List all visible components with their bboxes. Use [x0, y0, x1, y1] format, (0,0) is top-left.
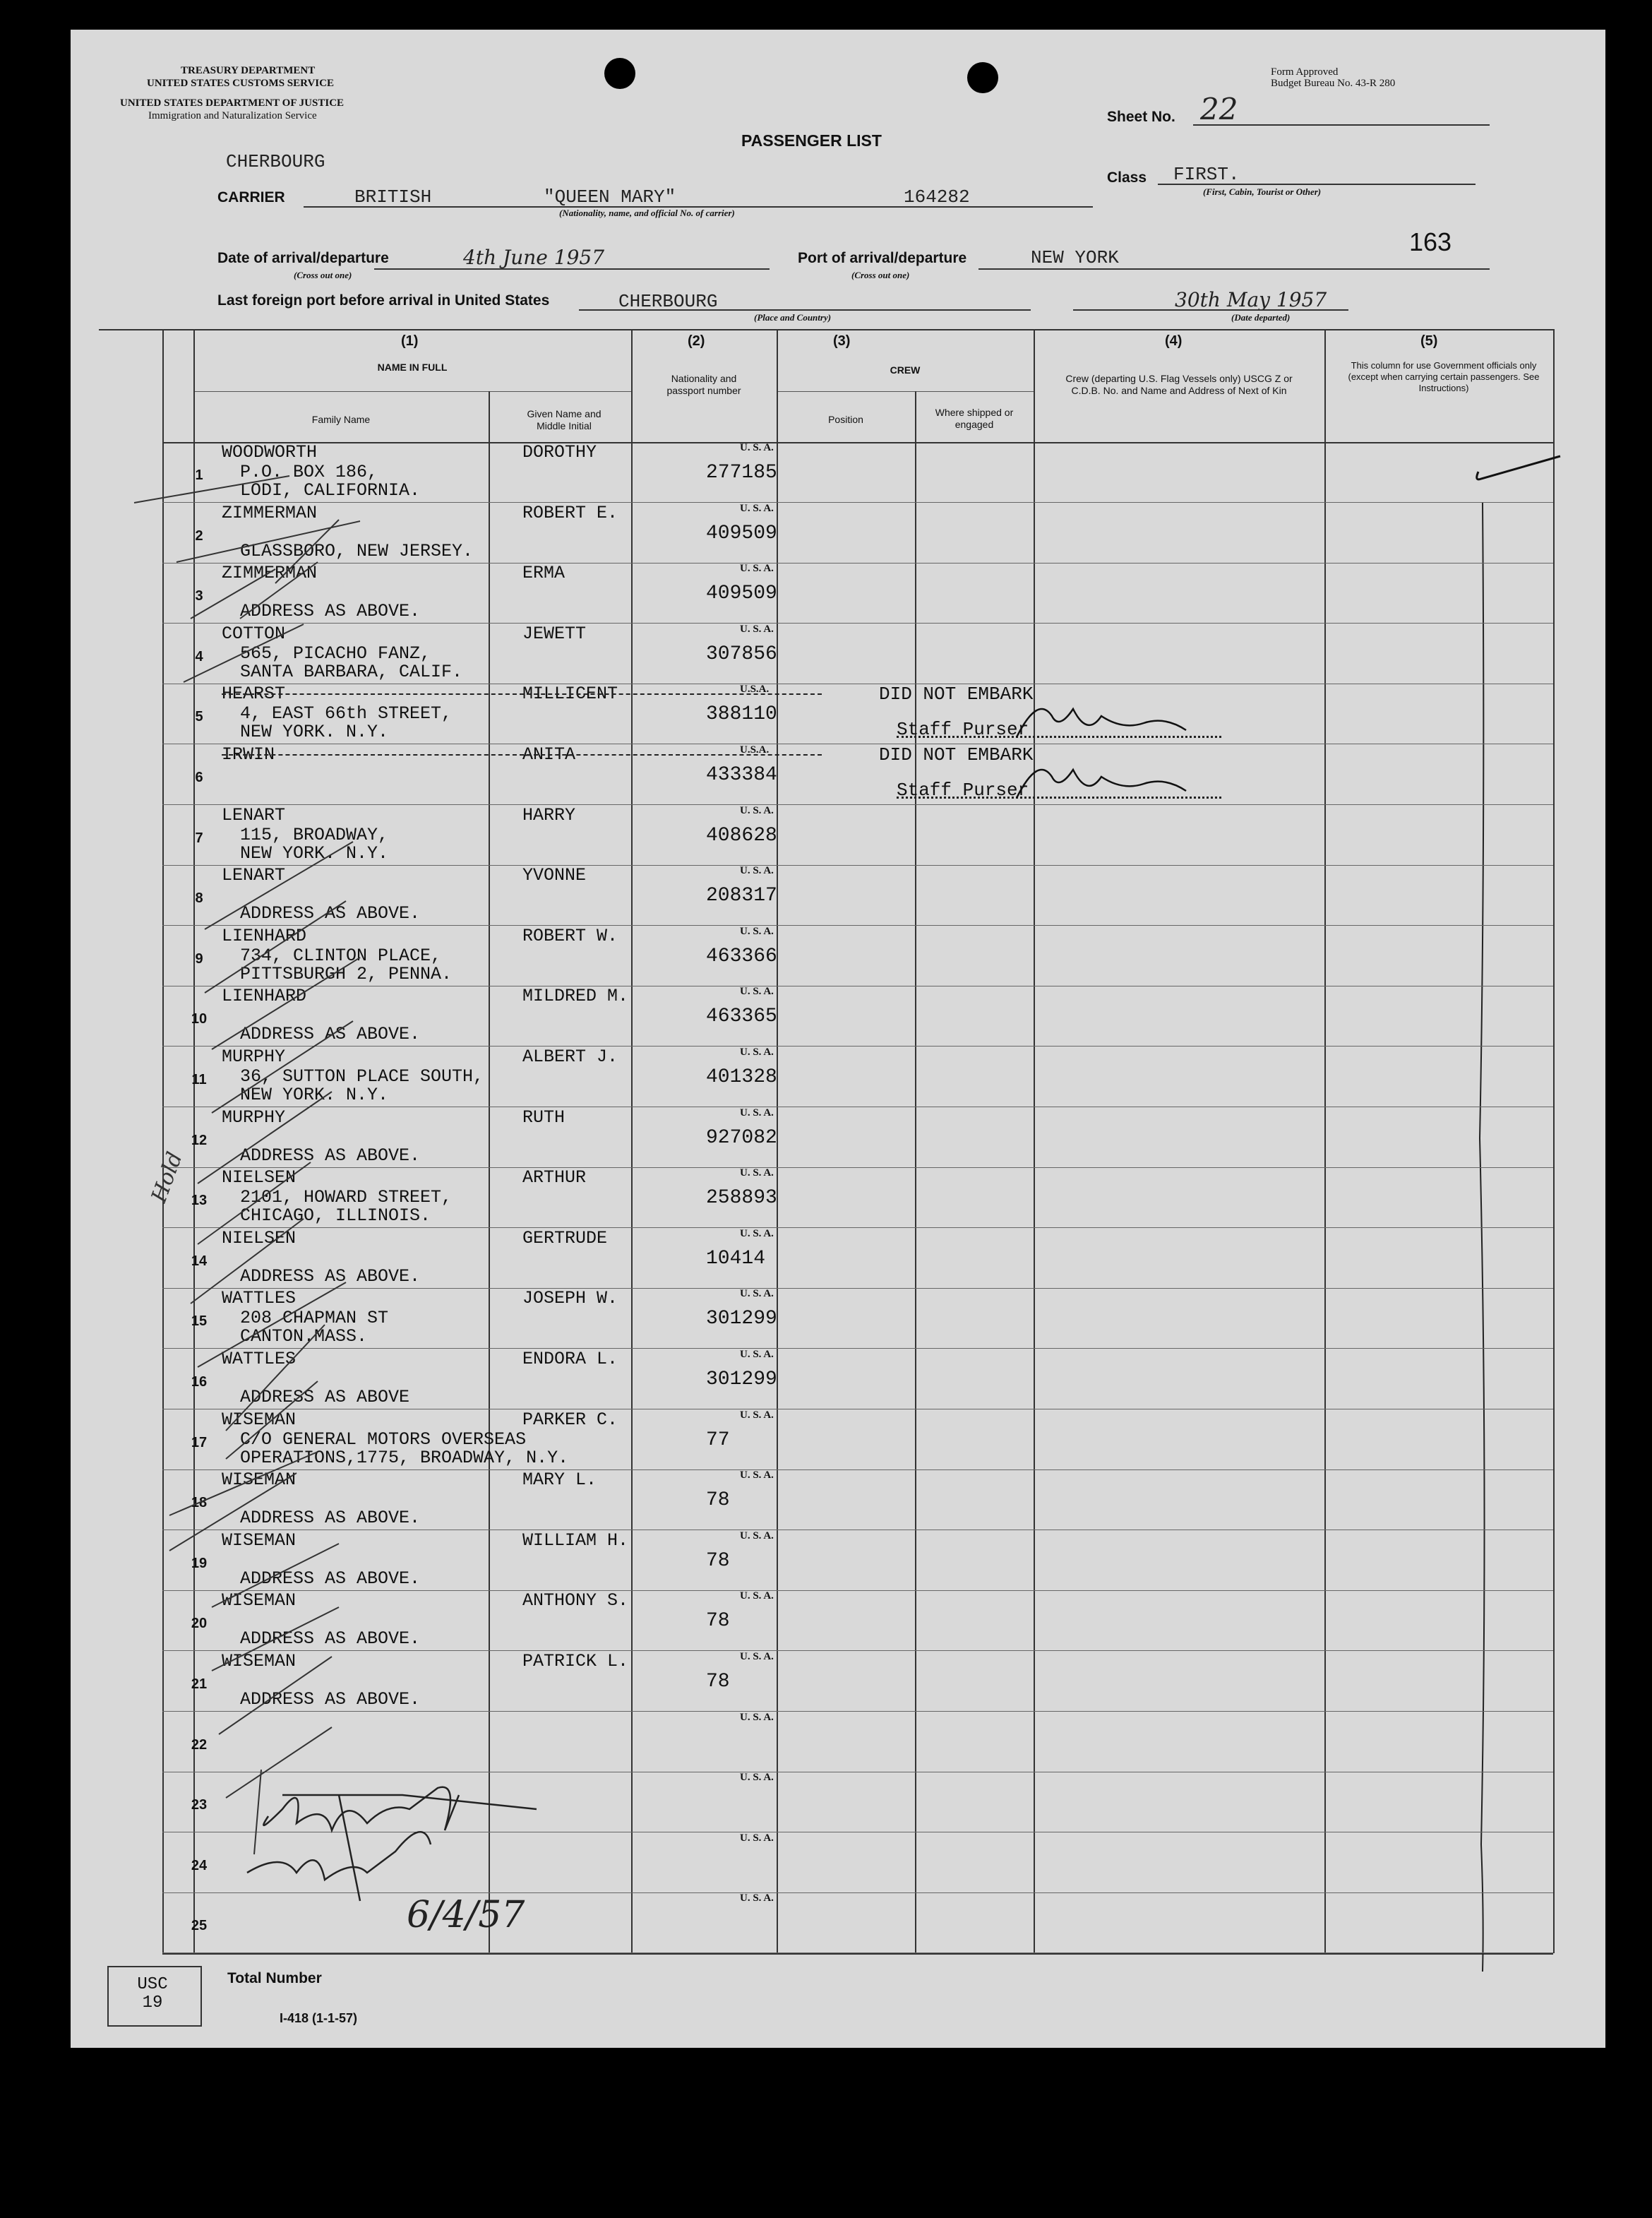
carrier-caption: (Nationality, name, and official No. of carrier): [559, 208, 735, 218]
shipped-header: Where shipped or engaged: [935, 407, 1014, 430]
passenger-list-sheet: [71, 30, 1605, 2048]
address-line-2: LODI, CALIFORNIA.: [240, 480, 421, 501]
family-name: WISEMAN: [222, 1469, 297, 1491]
passport-number: 78: [706, 1549, 730, 1572]
justice-heading: UNITED STATES DEPARTMENT OF JUSTICE: [120, 97, 345, 109]
nationality: U. S. A.: [740, 1227, 774, 1239]
row-number: 7: [195, 830, 203, 846]
given-name: HARRY: [522, 804, 576, 825]
tally-strokes: [127, 442, 494, 1967]
arrival-label: Date of arrival/departure: [217, 250, 389, 266]
passport-number: 388110: [706, 703, 777, 726]
address-line-2: ADDRESS AS ABOVE.: [240, 1145, 421, 1166]
address-line-2: OPERATIONS,1775, BROADWAY, N.Y.: [240, 1447, 569, 1468]
given-name: JEWETT: [522, 623, 587, 644]
row-number: 6: [195, 770, 203, 785]
nationality: U. S. A.: [740, 1772, 774, 1784]
passport-number: 77: [706, 1429, 730, 1451]
nationality: U. S. A.: [740, 1349, 774, 1360]
given-name: DOROTHY: [522, 442, 597, 463]
row-number: 5: [195, 709, 203, 725]
sheet-number: 22: [1200, 92, 1238, 126]
family-name: LIENHARD: [222, 986, 307, 1007]
passport-number: 409509: [706, 583, 777, 605]
row-number: 25: [191, 1918, 208, 1934]
punch-hole-left: [604, 58, 635, 89]
address-line-1: 4, EAST 66th STREET,: [240, 703, 453, 725]
address-line-2: GLASSBORO, NEW JERSEY.: [240, 540, 474, 561]
sheet-label: Sheet No.: [1107, 109, 1175, 125]
nationality: U.S.A.: [740, 744, 770, 756]
col1-title: NAME IN FULL: [377, 362, 448, 373]
crew-remark: DID NOT EMBARK: [879, 684, 1034, 705]
cherbourg-top: CHERBOURG: [226, 151, 325, 172]
family-name: NIELSEN: [222, 1167, 297, 1188]
immigration-heading: Immigration and Naturalization Service: [148, 110, 317, 121]
family-name: WISEMAN: [222, 1590, 297, 1611]
row-number: 2: [195, 527, 203, 544]
col3-number: (3): [833, 333, 851, 349]
row-number: 16: [191, 1374, 208, 1390]
purser-signature: [1010, 688, 1193, 744]
passport-number: 277185: [706, 462, 777, 484]
row-number: 24: [191, 1857, 208, 1873]
last-port-label: Last foreign port before arrival in United States: [217, 292, 550, 309]
family-name: WATTLES: [222, 1288, 297, 1309]
address-line-1: 2101, HOWARD STREET,: [240, 1187, 453, 1208]
family-name: WATTLES: [222, 1349, 297, 1369]
date-departed-value: 30th May 1957: [1175, 288, 1327, 311]
page-title: PASSENGER LIST: [741, 131, 882, 150]
col4-title: Crew (departing U.S. Flag Vessels only) USCG Z or C.D.B. No. and Name and Address of Next of Kin: [1065, 373, 1293, 396]
given-name: ARTHUR: [522, 1167, 587, 1188]
row-number: 9: [195, 950, 203, 967]
staff-purser: Staff Purser: [897, 780, 1029, 801]
punch-hole-right: [967, 62, 998, 93]
address-line-1: 734, CLINTON PLACE,: [240, 945, 442, 966]
address-line-1: P.O. BOX 186,: [240, 462, 378, 482]
row-number: 11: [191, 1072, 207, 1087]
family-name: ZIMMERMAN: [222, 502, 318, 523]
address-line-1: 36, SUTTON PLACE SOUTH,: [240, 1066, 484, 1087]
form-approved: Form Approved: [1271, 66, 1339, 78]
row-number: 18: [191, 1495, 208, 1511]
address-line-1: C/O GENERAL MOTORS OVERSEAS: [240, 1429, 527, 1450]
row-number: 19: [191, 1555, 208, 1571]
given-name: ALBERT J.: [522, 1047, 618, 1067]
last-port-value: CHERBOURG: [618, 291, 718, 312]
row-number: 8: [195, 890, 203, 907]
passport-number: 409509: [706, 522, 777, 544]
class-label: Class: [1107, 169, 1147, 186]
address-line-2: ADDRESS AS ABOVE.: [240, 1265, 421, 1287]
family-name: LENART: [222, 865, 286, 886]
nationality: U. S. A.: [740, 804, 774, 816]
family-name: LIENHARD: [222, 925, 307, 946]
port-value: NEW YORK: [1031, 247, 1119, 268]
given-name-header: Given Name and Middle Initial: [527, 408, 601, 431]
customs-heading: UNITED STATES CUSTOMS SERVICE: [147, 78, 334, 89]
nationality: U. S. A.: [740, 865, 774, 877]
row-number: 14: [191, 1253, 208, 1269]
arrival-line: [374, 268, 770, 270]
name-subheader-line: [193, 391, 631, 392]
given-name: ENDORA L.: [522, 1349, 618, 1369]
passport-number: 258893: [706, 1187, 777, 1210]
hold-note: Hold: [146, 1148, 188, 1206]
row-number: 23: [191, 1797, 208, 1813]
passport-number: 927082: [706, 1126, 777, 1149]
table-top-border: [99, 329, 1553, 330]
address-line-2: ADDRESS AS ABOVE.: [240, 1628, 421, 1650]
address-line-2: ADDRESS AS ABOVE: [240, 1387, 410, 1407]
nationality: U. S. A.: [740, 1651, 774, 1662]
address-line-2: NEW YORK. N.Y.: [240, 842, 389, 864]
nationality: U. S. A.: [740, 986, 774, 998]
arrival-value: 4th June 1957: [463, 246, 605, 269]
row-number: 17: [191, 1434, 208, 1450]
family-name: WISEMAN: [222, 1530, 297, 1551]
arrival-caption: (Cross out one): [294, 270, 352, 280]
row-number: 3: [195, 588, 203, 604]
nationality: U. S. A.: [740, 1167, 774, 1179]
given-name: ANTHONY S.: [522, 1590, 629, 1611]
nationality: U. S. A.: [740, 1832, 774, 1844]
passport-number: 208317: [706, 885, 777, 907]
class-caption: (First, Cabin, Tourist or Other): [1203, 186, 1322, 197]
given-name: YVONNE: [522, 865, 587, 886]
nationality: U. S. A.: [740, 623, 774, 635]
last-port-line: [579, 309, 1031, 311]
carrier-number: 164282: [904, 186, 970, 208]
family-name: WISEMAN: [222, 1409, 297, 1430]
address-line-2: ADDRESS AS ABOVE.: [240, 1024, 421, 1045]
nationality: U. S. A.: [740, 1288, 774, 1300]
nationality: U. S. A.: [740, 1469, 774, 1481]
address-line-1: 208 CHAPMAN ST: [240, 1308, 389, 1329]
family-name-header: Family Name: [311, 414, 371, 425]
passport-number: 463365: [706, 1006, 777, 1028]
family-name: NIELSEN: [222, 1227, 297, 1248]
address-line-2: ADDRESS AS ABOVE.: [240, 1689, 421, 1710]
family-name: LENART: [222, 804, 286, 825]
given-name: WILLIAM H.: [522, 1530, 629, 1551]
given-name: GERTRUDE: [522, 1227, 608, 1248]
position-header: Position: [828, 414, 863, 425]
crew-remark: DID NOT EMBARK: [879, 744, 1034, 765]
nationality: U. S. A.: [740, 502, 774, 514]
passport-number: 78: [706, 1610, 730, 1633]
nationality: U.S.A.: [740, 684, 770, 696]
passport-number: 301299: [706, 1308, 777, 1330]
handwritten-date: 6/4/57: [407, 1894, 525, 1936]
col1-number: (1): [401, 333, 419, 349]
family-name: WOODWORTH: [222, 442, 318, 463]
col5-number: (5): [1420, 333, 1438, 349]
row-number: 10: [191, 1011, 208, 1027]
port-caption: (Cross out one): [851, 270, 910, 280]
nationality: U. S. A.: [740, 1892, 774, 1904]
passport-number: 78: [706, 1671, 730, 1693]
form-number: I-418 (1-1-57): [280, 2011, 358, 2025]
family-name: WISEMAN: [222, 1651, 297, 1671]
col5-title: This column for use Government officials only (except when carrying certain passengers. See Instructions): [1348, 360, 1540, 393]
row-number: 20: [191, 1616, 208, 1632]
budget-bureau: Budget Bureau No. 43-R 280: [1271, 78, 1396, 89]
nationality: U. S. A.: [740, 442, 774, 453]
row-number: 22: [191, 1736, 208, 1753]
treasury-heading: TREASURY DEPARTMENT: [181, 65, 316, 76]
col3-title: CREW: [890, 364, 921, 376]
nationality: U. S. A.: [740, 925, 774, 937]
sheet-no-line: [1193, 124, 1490, 126]
passport-number: 78: [706, 1489, 730, 1512]
given-name: RUTH: [522, 1107, 565, 1128]
nationality: U. S. A.: [740, 563, 774, 575]
row-number: 15: [191, 1313, 208, 1330]
nationality: U. S. A.: [740, 1107, 774, 1119]
passport-number: 408628: [706, 824, 777, 847]
row-number: 21: [191, 1676, 208, 1692]
given-name: PARKER C.: [522, 1409, 618, 1430]
last-port-caption: (Place and Country): [754, 312, 832, 323]
family-name: IRWIN: [222, 744, 275, 765]
carrier-label: CARRIER: [217, 189, 285, 205]
purser-signature: [1010, 749, 1193, 805]
address-line-2: ADDRESS AS ABOVE.: [240, 1568, 421, 1589]
given-name: MILLICENT: [522, 684, 618, 705]
passport-number: 433384: [706, 764, 777, 786]
nationality: U. S. A.: [740, 1530, 774, 1542]
passport-number: 307856: [706, 643, 777, 665]
address-line-2: NEW YORK. N.Y.: [240, 1085, 389, 1105]
family-name: MURPHY: [222, 1107, 286, 1128]
stamp-number: 163: [1409, 227, 1452, 256]
address-line-2: ADDRESS AS ABOVE.: [240, 903, 421, 924]
carrier-name: "QUEEN MARY": [544, 186, 676, 208]
carrier-nationality: BRITISH: [354, 186, 432, 208]
passport-number: 463366: [706, 945, 777, 967]
given-name: MILDRED M.: [522, 986, 629, 1007]
row-number: 4: [195, 648, 203, 664]
address-line-1: 565, PICACHO FANZ,: [240, 643, 431, 664]
address-line-1: 115, BROADWAY,: [240, 824, 389, 845]
usc-box-text: USC 19: [137, 1975, 168, 2013]
row-number: 13: [191, 1193, 208, 1209]
given-name: ANITA: [522, 744, 576, 765]
address-line-2: CHICAGO, ILLINOIS.: [240, 1205, 431, 1227]
given-name: PATRICK L.: [522, 1651, 629, 1671]
date-departed-line: [1073, 309, 1348, 311]
class-value: FIRST.: [1173, 164, 1240, 185]
given-name: ROBERT W.: [522, 925, 618, 946]
row-number: 1: [195, 467, 203, 483]
nationality: U. S. A.: [740, 1047, 774, 1058]
family-name: MURPHY: [222, 1047, 286, 1067]
family-name: COTTON: [222, 623, 286, 644]
address-line-2: PITTSBURGH 2, PENNA.: [240, 963, 453, 984]
staff-purser: Staff Purser: [897, 719, 1029, 741]
given-name: ERMA: [522, 563, 565, 584]
address-line-2: NEW YORK. N.Y.: [240, 722, 389, 743]
class-line: [1158, 184, 1476, 185]
given-name: MARY L.: [522, 1469, 597, 1491]
date-departed-caption: (Date departed): [1231, 312, 1291, 323]
passport-number: 401328: [706, 1066, 777, 1088]
address-line-2: ADDRESS AS ABOVE.: [240, 601, 421, 622]
given-name: JOSEPH W.: [522, 1288, 618, 1309]
family-name: HEARST: [222, 684, 286, 705]
address-line-2: CANTON.MASS.: [240, 1326, 368, 1347]
total-number-label: Total Number: [227, 1970, 322, 1986]
address-line-2: SANTA BARBARA, CALIF.: [240, 661, 463, 682]
passport-number: 301299: [706, 1369, 777, 1390]
port-label: Port of arrival/departure: [798, 250, 967, 266]
nationality: U. S. A.: [740, 1711, 774, 1723]
crew-subheader-line: [777, 391, 1034, 392]
passport-number: 10414: [706, 1247, 766, 1270]
col4-number: (4): [1165, 333, 1183, 349]
family-name: ZIMMERMAN: [222, 563, 318, 584]
given-name: ROBERT E.: [522, 502, 618, 523]
row-number: 12: [191, 1132, 208, 1148]
address-line-2: ADDRESS AS ABOVE.: [240, 1508, 421, 1529]
col2-number: (2): [688, 333, 705, 349]
nationality: U. S. A.: [740, 1409, 774, 1421]
nationality: U. S. A.: [740, 1590, 774, 1602]
col2-title: Nationality and passport number: [666, 373, 741, 396]
port-line: [978, 268, 1490, 270]
